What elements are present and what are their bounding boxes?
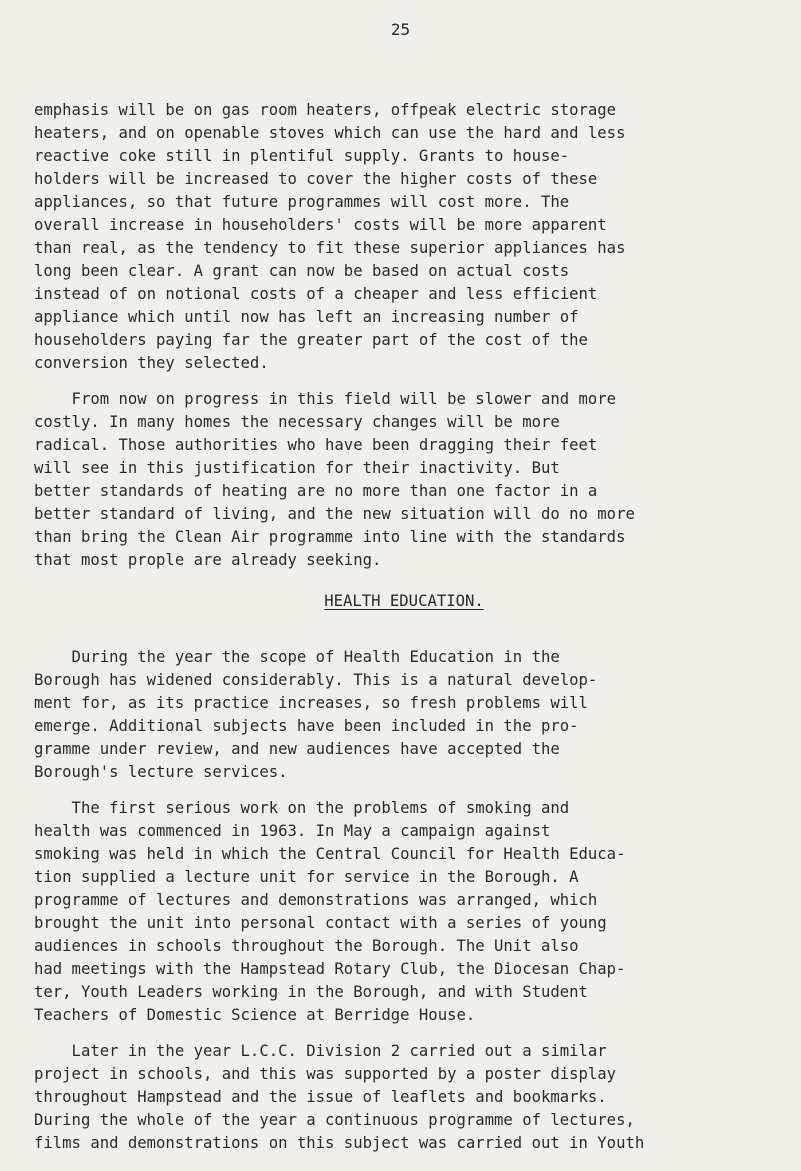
text-line: conversion they selected. bbox=[34, 354, 269, 372]
text-line: gramme under review, and new audiences have accepted the bbox=[34, 740, 560, 758]
text-line: that most prople are already seeking. bbox=[34, 551, 382, 569]
text-line: better standards of heating are no more than one factor in a bbox=[34, 482, 598, 500]
text-line: tion supplied a lecture unit for service in the Borough. A bbox=[34, 868, 579, 886]
text-line: reactive coke still in plentiful supply. Grants to house- bbox=[34, 147, 570, 165]
text-line: health was commenced in 1963. In May a campaign against bbox=[34, 822, 551, 840]
paragraph-lcc-division bbox=[34, 1040, 774, 1155]
text-line: project in schools, and this was supported by a poster display bbox=[34, 1065, 617, 1083]
text-line: costly. In many homes the necessary changes will be more bbox=[34, 413, 560, 431]
text-line: Later in the year L.C.C. Division 2 carried out a similar bbox=[34, 1042, 607, 1060]
section-heading: HEALTH EDUCATION. bbox=[324, 592, 484, 610]
text-line: Borough has widened considerably. This is a natural develop- bbox=[34, 671, 598, 689]
text-line: had meetings with the Hampstead Rotary Club, the Diocesan Chap- bbox=[34, 960, 626, 978]
paragraph-scope bbox=[34, 646, 774, 784]
text-line: brought the unit into personal contact with a series of young bbox=[34, 914, 607, 932]
text-line: The first serious work on the problems of smoking and bbox=[34, 799, 570, 817]
paragraph-progress bbox=[34, 388, 774, 572]
text-line: than bring the Clean Air programme into line with the standards bbox=[34, 528, 626, 546]
text-line: Borough's lecture services. bbox=[34, 763, 288, 781]
paragraph-gas-heaters bbox=[34, 99, 774, 375]
text-line: householders paying far the greater part of the cost of the bbox=[34, 331, 588, 349]
text-line: radical. Those authorities who have been dragging their feet bbox=[34, 436, 598, 454]
text-line: better standard of living, and the new situation will do no more bbox=[34, 505, 635, 523]
document-body bbox=[34, 99, 774, 1155]
text-line: emerge. Additional subjects have been included in the pro- bbox=[34, 717, 579, 735]
page-number: 25 bbox=[390, 20, 411, 39]
text-line: heaters, and on openable stoves which can use the hard and less bbox=[34, 124, 626, 142]
text-line: long been clear. A grant can now be based on actual costs bbox=[34, 262, 570, 280]
text-line: During the year the scope of Health Education in the bbox=[34, 648, 560, 666]
text-line: overall increase in householders' costs will be more apparent bbox=[34, 216, 607, 234]
text-line: appliance which until now has left an increasing number of bbox=[34, 308, 579, 326]
text-line: throughout Hampstead and the issue of leaflets and bookmarks. bbox=[34, 1088, 607, 1106]
text-line: ter, Youth Leaders working in the Borough, and with Student bbox=[34, 983, 588, 1001]
text-line: programme of lectures and demonstrations was arranged, which bbox=[34, 891, 598, 909]
text-line: ment for, as its practice increases, so fresh problems will bbox=[34, 694, 588, 712]
text-line: holders will be increased to cover the higher costs of these bbox=[34, 170, 598, 188]
text-line: During the whole of the year a continuous programme of lectures, bbox=[34, 1111, 635, 1129]
text-line: films and demonstrations on this subject was carried out in Youth bbox=[34, 1134, 645, 1152]
text-line: Teachers of Domestic Science at Berridge House. bbox=[34, 1006, 476, 1024]
text-line: smoking was held in which the Central Council for Health Educa- bbox=[34, 845, 626, 863]
paragraph-smoking bbox=[34, 797, 774, 1027]
text-line: than real, as the tendency to fit these superior appliances has bbox=[34, 239, 626, 257]
text-line: From now on progress in this field will be slower and more bbox=[34, 390, 617, 408]
text-line: appliances, so that future programmes will cost more. The bbox=[34, 193, 570, 211]
text-line: instead of on notional costs of a cheaper and less efficient bbox=[34, 285, 598, 303]
text-line: audiences in schools throughout the Borough. The Unit also bbox=[34, 937, 579, 955]
text-line: emphasis will be on gas room heaters, offpeak electric storage bbox=[34, 101, 617, 119]
text-line: will see in this justification for their inactivity. But bbox=[34, 459, 560, 477]
